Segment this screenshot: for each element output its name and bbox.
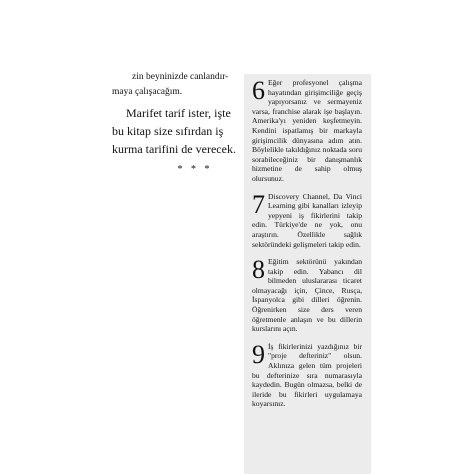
section-separator: * * *: [177, 164, 213, 175]
tip-item: [252, 189, 362, 250]
tip-item: [252, 339, 362, 409]
intro-paragraph: [112, 70, 248, 100]
highlight-line: bu kitap size sıfırdan iş: [112, 124, 224, 138]
tip-text: Eğitim sektörünü yakından takip edin. Yabancı dil bilmeden uluslararası ticaret olmayacağı için, Çince, Rusça, İspanyolca gibi dilleri öğrenin. Öğrenirken size ders veren öğretmenle anlaşın ve bu dillerin kurslarını açın.: [252, 257, 362, 334]
tip-text: İş fikirlerinizi yazdığınız bir "proje defteriniz" olsun. Aklınıza gelen tüm projeleri bu defterinize sıra numarasıyla kaydedin. Bugün olmazsa, belki de ileride bu fikirleri uygulamaya koyarsınız.: [252, 341, 362, 409]
tip-item: [252, 78, 362, 184]
tip-number: 7: [252, 189, 265, 219]
intro-line: maya çalışacağım.: [112, 87, 183, 97]
highlight-paragraph: [112, 104, 248, 158]
tip-text: Discovery Channel, Da Vinci Learning gibi kanalları izleyip yepyeni iş fikirlerini takip edin. Türkiye'de ne yok, onu araştırın. Özellikle sağlık sektöründeki gelişmeleri takip edin.: [252, 191, 362, 249]
main-text-column: [112, 70, 248, 175]
tip-number: 6: [252, 76, 265, 105]
tip-text: Eğer profesyonel çalışma hayatından girişimciliğe geçiş yapıyorsanız ve sermayeniz varsa, franchise alarak işe başlayın. Amerika'yı yeniden keşfetmeyin. Kendini ispatlamış bir markayla girişimcilik dünyasına adım atın. Böylelikle takıldığınız noktada soru sorabileceğiniz bir danışmanlık hizmetine de sahip olmuş olursunuz.: [252, 78, 362, 183]
tips-sidebar: [244, 74, 371, 474]
intro-line: zin beyninizde canlandır-: [132, 72, 229, 82]
tip-number: 9: [252, 339, 265, 369]
tip-number: 8: [252, 255, 265, 285]
highlight-line: Marifet tarif ister, işte: [126, 106, 231, 120]
highlight-line: kurma tarifini de verecek.: [112, 142, 236, 156]
tip-item: [252, 257, 362, 334]
